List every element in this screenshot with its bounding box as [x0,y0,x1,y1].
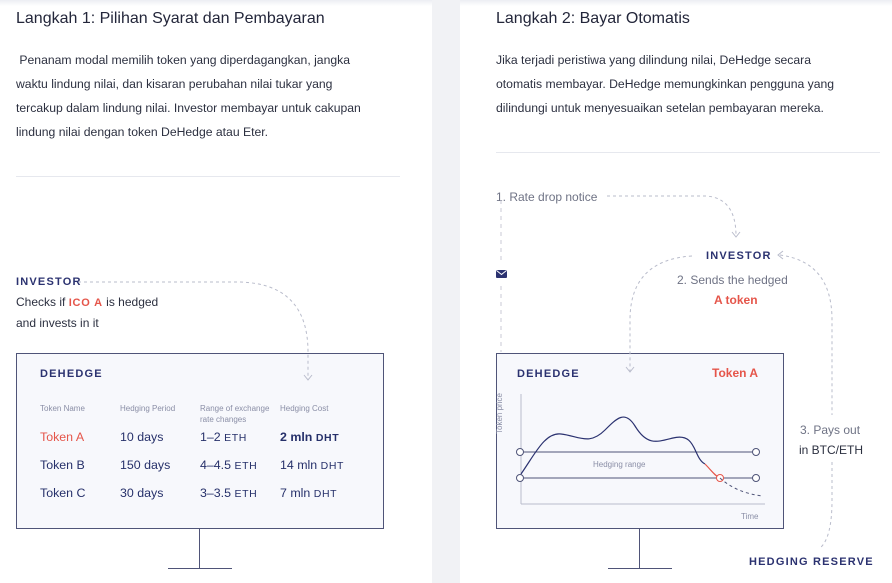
table-row-token[interactable]: Token B [40,458,85,472]
table-row-period: 150 days [120,458,171,472]
cost-unit: DHT [313,488,338,500]
y-axis-label: Token price [495,393,504,434]
header-hedging-period: Hedging Period [120,404,176,413]
paragraph-line: Jika terjadi peristiwa yang dilindung nilai, DeHedge secara [496,53,812,67]
sends-token: A token [714,293,758,307]
investor-label: INVESTOR [16,276,82,288]
paragraph-line: tercakup dalam lindung nilai. Investor membayar untuk cakupan [16,101,361,115]
range-unit: ETH [234,460,258,472]
range-value: 3–3.5 [200,486,232,500]
cost-unit: DHT [320,460,345,472]
invests-line: and invests in it [16,316,99,330]
checks-prefix: Checks if [16,295,69,309]
range-unit: ETH [224,432,247,444]
header-token-name: Token Name [40,404,85,413]
paragraph-line: dilindungi untuk menyesuaikan setelan pembayaran mereka. [496,101,824,115]
investor-arrow-path [0,0,432,583]
hedging-reserve-label: HEDGING RESERVE [749,556,874,568]
cost-value: 14 mln [280,458,318,472]
checks-suffix: is hedged [102,295,159,309]
cost-value: 7 mln [280,486,311,500]
range-value: 1–2 [200,430,221,444]
table-row-period: 30 days [120,486,164,500]
paragraph-line: Penanam modal memilih token yang diperdagangkan, jangka [16,53,351,67]
panel-gap [432,0,460,583]
monitor-title: DEHEDGE [517,368,580,380]
monitor-title: DEHEDGE [40,368,103,380]
step-1-title: Langkah 1: Pilihan Syarat dan Pembayaran [16,10,325,27]
flow-arrows [460,0,892,583]
cost-unit: DHT [315,432,340,444]
paragraph-line: waktu lindung nilai, dan kisaran perubahan nilai tukar yang [16,77,333,91]
paragraph-line: otomatis membayar. DeHedge memungkinkan pengguna yang [496,77,835,91]
paragraph-line: lindung nilai dengan token DeHedge atau Eter. [16,125,269,139]
x-axis-label: Time [741,512,759,521]
header-range-line1: Range of exchange [200,404,270,413]
table-row-token[interactable]: Token A [40,430,85,444]
monitor-token: Token A [712,366,759,380]
sends-hedged-line: 2. Sends the hedged [677,273,788,287]
investor-label: INVESTOR [706,250,772,262]
step-1-panel [0,0,432,583]
pays-out-line: 3. Pays out [800,423,861,437]
rate-drop-notice: 1. Rate drop notice [496,190,598,204]
step-2-title: Langkah 2: Bayar Otomatis [496,10,690,27]
table-row-period: 10 days [120,430,164,444]
range-value: 4–4.5 [200,458,232,472]
table-row-token[interactable]: Token C [40,486,86,500]
hedging-range-label: Hedging range [593,460,646,469]
header-range-line2: rate changes [200,415,247,424]
range-unit: ETH [234,488,258,500]
header-hedging-cost: Hedging Cost [280,404,329,413]
pays-currency-line: in BTC/ETH [799,443,864,457]
step-2-panel [460,0,892,583]
ico-token-highlight: ICO A [68,297,103,309]
cost-value: 2 mln [280,430,313,444]
